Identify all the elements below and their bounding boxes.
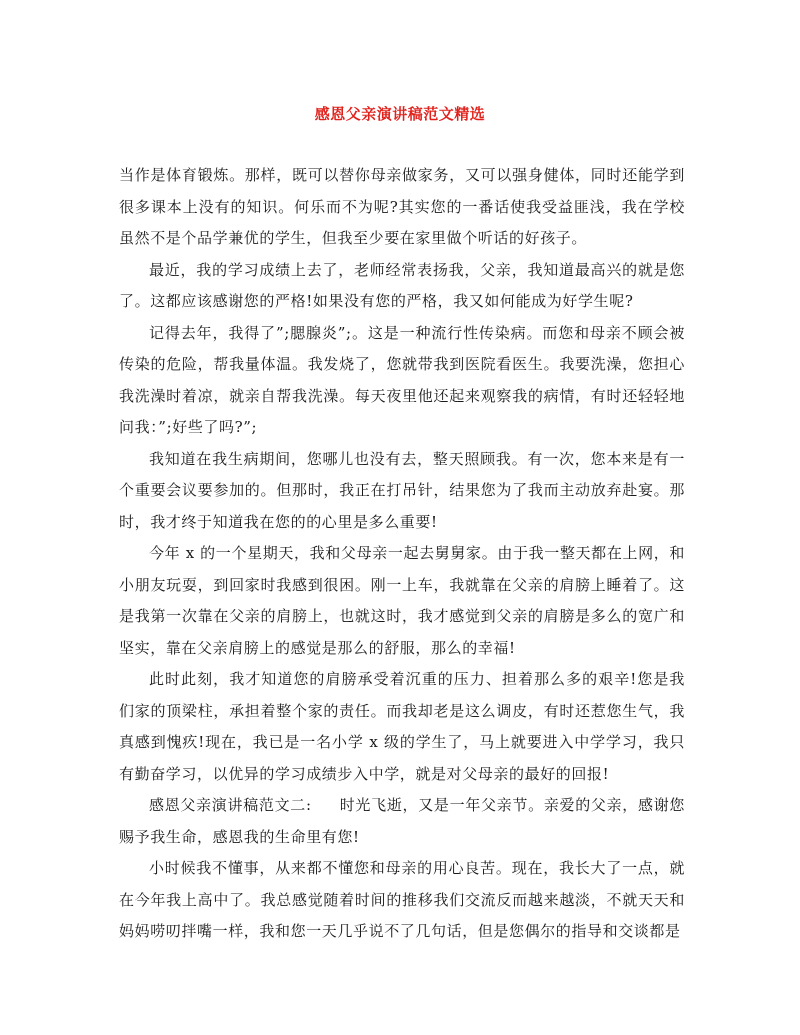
paragraph-4: 我知道在我生病期间，您哪儿也没有去，整天照顾我。有一次，您本来是有一个重要会议要参加的。但那时，我正在打吊针，结果您为了我而主动放弃赴宴。那时，我才终于知道我在您的的心里是多么重要! bbox=[119, 449, 685, 531]
document-title: 感恩父亲演讲稿范文精选 bbox=[314, 105, 486, 123]
section-two-text: 时光飞逝，又是一年父亲节。亲爱的父亲，感谢您赐予我生命，感恩我的生命里有您! bbox=[119, 796, 686, 846]
paragraph-6: 此时此刻，我才知道您的肩膀承受着沉重的压力、担着那么多的艰辛!您是我们家的顶梁柱，承担着整个家的责任。而我却老是这么调皮，有时还惹您生气，我真感到愧疚!现在，我已是一名小学 x 级的学生了，马上就要进入中学学习，我只有勤奋学习，以优异的学习成绩步入中学，就是对父母亲的最好的回报! bbox=[119, 670, 685, 783]
document-body bbox=[119, 160, 685, 948]
paragraph-3: 记得去年，我得了”;腮腺炎”;。这是一种流行性传染病。而您和母亲不顾会被传染的危险，帮我量体温。我发烧了，您就带我到医院看医生。我要洗澡，您担心我洗澡时着凉，就亲自帮我洗澡。每天夜里他还起来观察我的病情，有时还轻轻地问我：”;好些了吗?”; bbox=[119, 323, 685, 436]
section-two-label: 感恩父亲演讲稿范文二: bbox=[149, 796, 312, 814]
paragraph-5: 今年 x 的一个星期天，我和父母亲一起去舅舅家。由于我一整天都在上网，和小朋友玩耍，到回家时我感到很困。刚一上车，我就靠在父亲的肩膀上睡着了。这是我第一次靠在父亲的肩膀上，也就这时，我才感觉到父亲的肩膀是多么的宽广和坚实，靠在父亲肩膀上的感觉是那么的舒服，那么的幸福! bbox=[119, 544, 685, 657]
paragraph-section-two bbox=[119, 790, 685, 853]
paragraph-2: 最近，我的学习成绩上去了，老师经常表扬我，父亲，我知道最高兴的就是您了。这都应该感谢您的严格!如果没有您的严格，我又如何能成为好学生呢? bbox=[119, 260, 685, 310]
paragraph-1: 当作是体育锻炼。那样，既可以替你母亲做家务，又可以强身健体，同时还能学到很多课本上没有的知识。何乐而不为呢?其实您的一番话使我受益匪浅，我在学校虽然不是个品学兼优的学生，但我至少要在家里做个听话的好孩子。 bbox=[119, 166, 685, 247]
paragraph-8: 小时候我不懂事，从来都不懂您和母亲的用心良苦。现在，我长大了一点，就在今年我上高中了。我总感觉随着时间的推移我们交流反而越来越淡，不就天天和妈妈唠叨拌嘴一样，我和您一天几乎说不了几句话，但是您偶尔的指导和交谈都是 bbox=[119, 859, 685, 940]
